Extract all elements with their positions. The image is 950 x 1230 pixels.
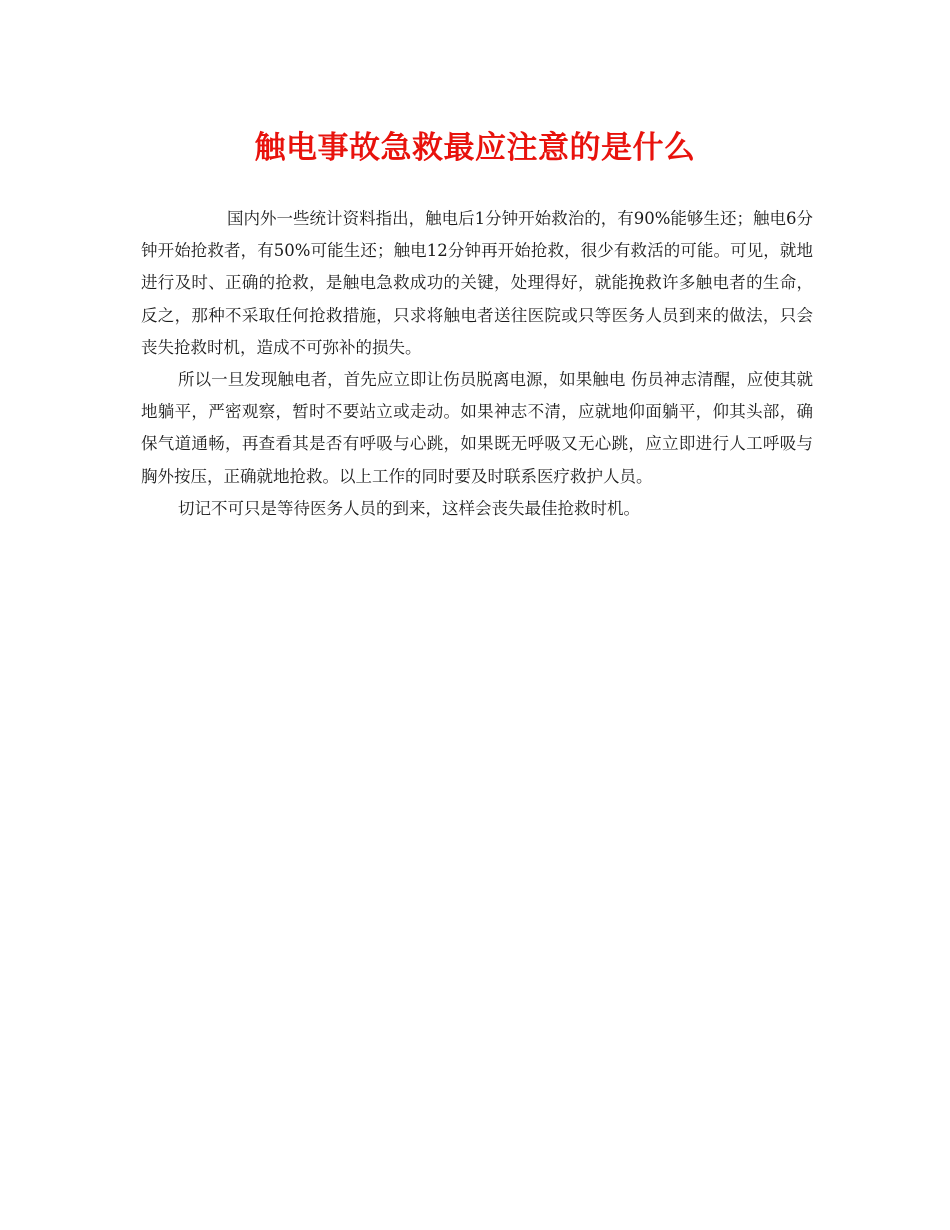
document-title: 触电事故急救最应注意的是什么 <box>254 130 696 166</box>
paragraph-1: 国内外一些统计资料指出，触电后1分钟开始救治的，有90%能够生还；触电6分钟开始抢救者，有50%可能生还；触电12分钟再开始抢救，很少有救活的可能。可见，就地进行及时、正确的抢救，是触电急救成功的关键，处理得好，就能挽救许多触电者的生命，反之，那种不采取任何抢救措施，只求将触电者送往医院或只等医务人员到来的做法，只会丧失抢救时机，造成不可弥补的损失。 <box>141 209 813 357</box>
paragraph-3: 切记不可只是等待医务人员的到来，这样会丧失最佳抢救时机。 <box>178 498 640 518</box>
document-body <box>141 203 813 525</box>
paragraph-2: 所以一旦发现触电者，首先应立即让伤员脱离电源，如果触电 伤员神志清醒，应使其就地躺平，严密观察，暂时不要站立或走动。如果神志不清，应就地仰面躺平，仰其头部，确保气道通畅，再查看其是否有呼吸与心跳，如果既无呼吸又无心跳，应立即进行人工呼吸与胸外按压，正确就地抢救。以上工作的同时要及时联系医疗救护人员。 <box>141 370 813 486</box>
